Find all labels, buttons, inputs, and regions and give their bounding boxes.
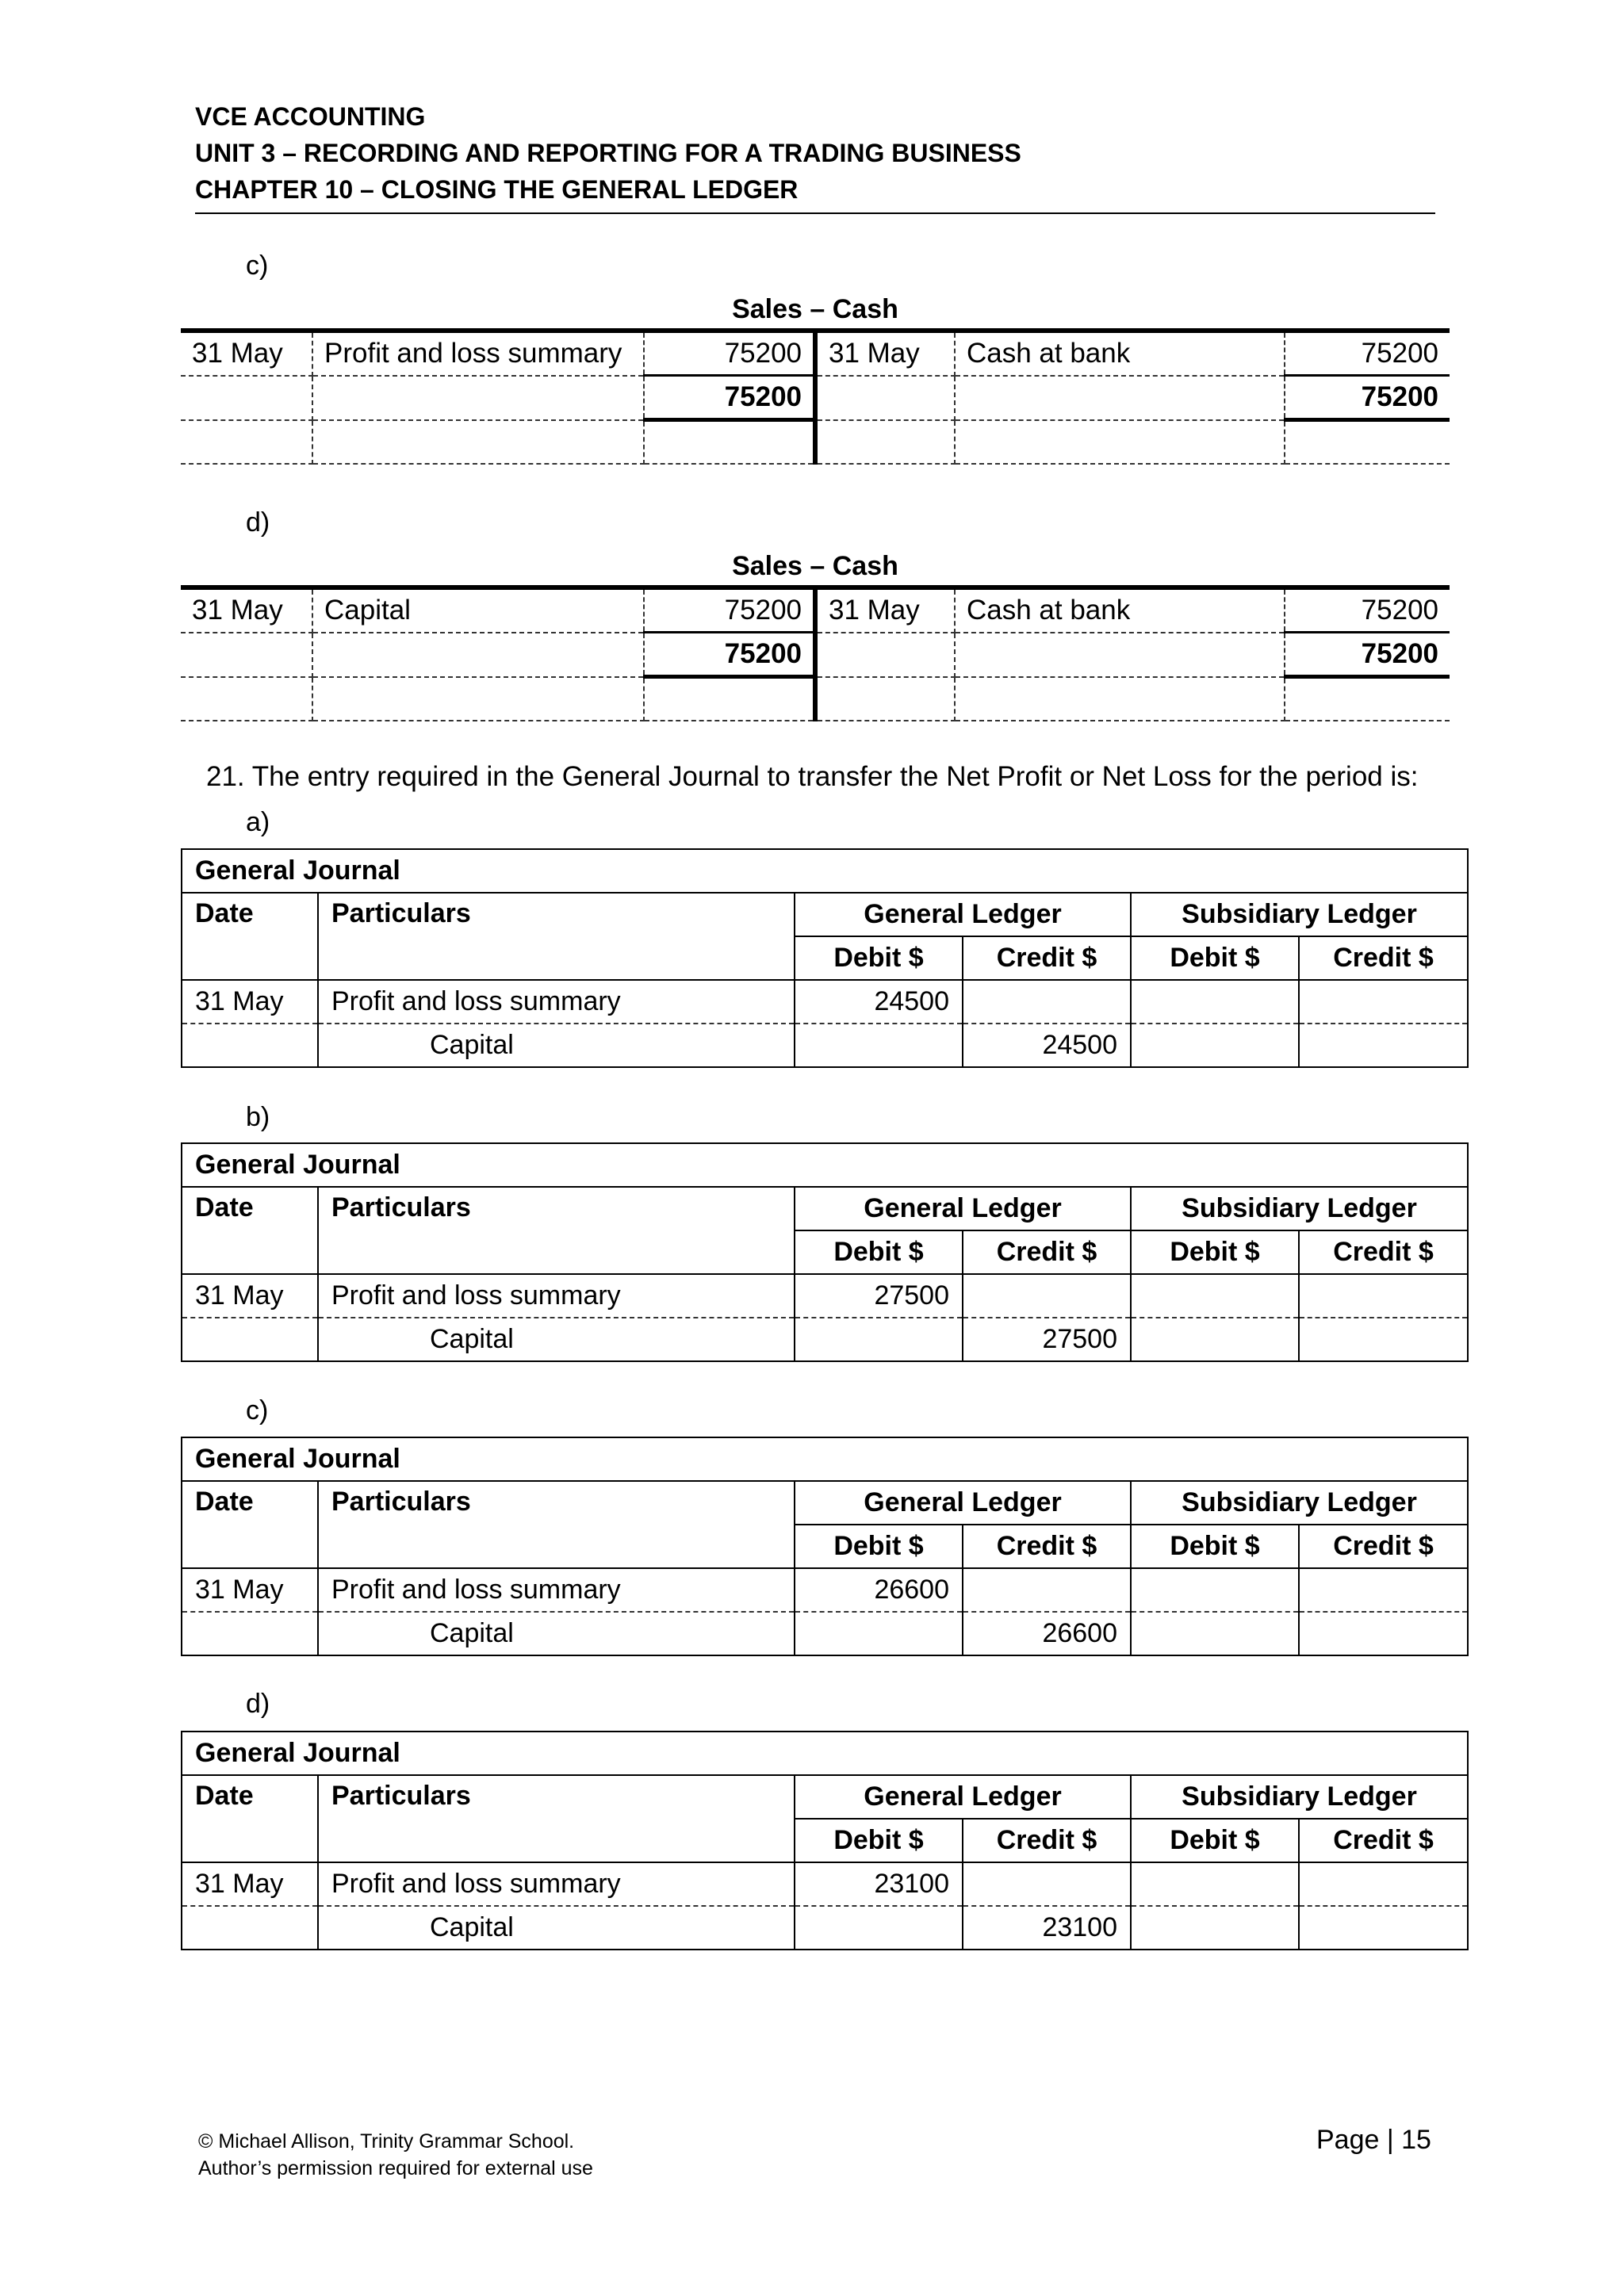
blank-cell bbox=[955, 420, 1285, 465]
journal-title-row bbox=[182, 849, 1468, 893]
header-line-2: UNIT 3 – RECORDING AND REPORTING FOR A TRADING BUSINESS bbox=[195, 139, 1021, 167]
general-journal-table bbox=[181, 1437, 1469, 1656]
blank-cell bbox=[1131, 1906, 1299, 1950]
credit-account: Capital bbox=[318, 1024, 795, 1067]
journal-debit-row bbox=[182, 1274, 1468, 1318]
subsidiary-ledger-header: Subsidiary Ledger bbox=[1131, 1187, 1468, 1230]
blank-cell bbox=[955, 677, 1285, 721]
left-particulars: Capital bbox=[312, 587, 644, 633]
blank-cell bbox=[1299, 1612, 1468, 1655]
subsidiary-ledger-header: Subsidiary Ledger bbox=[1131, 1481, 1468, 1525]
blank-cell bbox=[1299, 1318, 1468, 1361]
journal-debit-row bbox=[182, 1862, 1468, 1906]
journal-header-row bbox=[182, 1481, 1468, 1525]
document-header bbox=[195, 98, 1435, 214]
blank-cell bbox=[312, 677, 644, 721]
blank-cell bbox=[1131, 1024, 1299, 1067]
blank-cell bbox=[181, 420, 312, 465]
gl-debit-amount: 27500 bbox=[795, 1274, 963, 1318]
t-account bbox=[181, 547, 1450, 721]
left-amount: 75200 bbox=[644, 587, 815, 633]
entry-date: 31 May bbox=[182, 1568, 318, 1612]
blank-cell bbox=[1299, 1274, 1468, 1318]
blank-cell bbox=[182, 1612, 318, 1655]
t-account-row bbox=[181, 331, 1450, 376]
debit-account: Profit and loss summary bbox=[318, 980, 795, 1024]
left-total: 75200 bbox=[644, 376, 815, 420]
sl-credit-header: Credit $ bbox=[1299, 936, 1468, 980]
right-total: 75200 bbox=[1285, 633, 1450, 677]
credit-account: Capital bbox=[318, 1612, 795, 1655]
blank-cell bbox=[815, 376, 955, 420]
right-amount: 75200 bbox=[1285, 331, 1450, 376]
sl-debit-header: Debit $ bbox=[1131, 1525, 1299, 1568]
question-text: 21. The entry required in the General Journal to transfer the Net Profit or Net Loss for the period is: bbox=[206, 761, 1419, 792]
footer-copyright bbox=[198, 2128, 593, 2182]
blank-cell bbox=[1131, 1318, 1299, 1361]
general-ledger-header: General Ledger bbox=[795, 1187, 1131, 1230]
blank-cell bbox=[1299, 1862, 1468, 1906]
gl-credit-header: Credit $ bbox=[963, 1230, 1131, 1274]
header-line-1: VCE ACCOUNTING bbox=[195, 102, 426, 131]
blank-cell bbox=[963, 1862, 1131, 1906]
general-journal-table bbox=[181, 1731, 1469, 1950]
credit-account: Capital bbox=[318, 1318, 795, 1361]
t-account-title: Sales – Cash bbox=[732, 551, 898, 581]
gl-credit-header: Credit $ bbox=[963, 1525, 1131, 1568]
entry-date: 31 May bbox=[182, 980, 318, 1024]
journal-credit-row bbox=[182, 1318, 1468, 1361]
debit-account: Profit and loss summary bbox=[318, 1862, 795, 1906]
header-line-3: CHAPTER 10 – CLOSING THE GENERAL LEDGER bbox=[195, 175, 799, 204]
permission-text: Author’s permission required for external use bbox=[198, 2157, 593, 2179]
t-account-row bbox=[181, 420, 1450, 465]
blank-cell bbox=[815, 420, 955, 465]
gl-debit-header: Debit $ bbox=[795, 1230, 963, 1274]
blank-cell bbox=[795, 1906, 963, 1950]
blank-cell bbox=[795, 1612, 963, 1655]
sl-credit-header: Credit $ bbox=[1299, 1230, 1468, 1274]
blank-cell bbox=[312, 420, 644, 465]
blank-cell bbox=[1299, 980, 1468, 1024]
blank-cell bbox=[1131, 1274, 1299, 1318]
gl-debit-amount: 23100 bbox=[795, 1862, 963, 1906]
particulars-header: Particulars bbox=[318, 1775, 795, 1862]
subsidiary-ledger-header: Subsidiary Ledger bbox=[1131, 1775, 1468, 1819]
sl-debit-header: Debit $ bbox=[1131, 1230, 1299, 1274]
gl-credit-amount: 26600 bbox=[963, 1612, 1131, 1655]
right-date: 31 May bbox=[815, 331, 955, 376]
blank-cell bbox=[1131, 1612, 1299, 1655]
left-amount: 75200 bbox=[644, 331, 815, 376]
journal-credit-row bbox=[182, 1024, 1468, 1067]
blank-cell bbox=[312, 633, 644, 677]
date-header: Date bbox=[182, 1187, 318, 1274]
gl-debit-amount: 24500 bbox=[795, 980, 963, 1024]
blank-cell bbox=[1299, 1568, 1468, 1612]
journal-header-row bbox=[182, 893, 1468, 936]
blank-cell bbox=[815, 633, 955, 677]
t-account bbox=[181, 290, 1450, 465]
blank-cell bbox=[181, 376, 312, 420]
date-header: Date bbox=[182, 1481, 318, 1568]
blank-cell bbox=[963, 980, 1131, 1024]
credit-account: Capital bbox=[318, 1906, 795, 1950]
left-total: 75200 bbox=[644, 633, 815, 677]
right-amount: 75200 bbox=[1285, 587, 1450, 633]
general-ledger-header: General Ledger bbox=[795, 1481, 1131, 1525]
blank-cell bbox=[1285, 420, 1450, 465]
blank-cell bbox=[181, 677, 312, 721]
gl-credit-header: Credit $ bbox=[963, 936, 1131, 980]
left-particulars: Profit and loss summary bbox=[312, 331, 644, 376]
blank-cell bbox=[1285, 677, 1450, 721]
debit-account: Profit and loss summary bbox=[318, 1568, 795, 1612]
journal-header-row bbox=[182, 1775, 1468, 1819]
gl-credit-amount: 27500 bbox=[963, 1318, 1131, 1361]
journal-credit-row bbox=[182, 1612, 1468, 1655]
blank-cell bbox=[795, 1318, 963, 1361]
journal-debit-row bbox=[182, 980, 1468, 1024]
left-date: 31 May bbox=[181, 587, 312, 633]
t-account-row bbox=[181, 677, 1450, 721]
journal-debit-row bbox=[182, 1568, 1468, 1612]
blank-cell bbox=[644, 420, 815, 465]
blank-cell bbox=[1131, 1862, 1299, 1906]
general-journal-table bbox=[181, 848, 1469, 1068]
journal-title-row bbox=[182, 1437, 1468, 1481]
blank-cell bbox=[181, 633, 312, 677]
gl-debit-header: Debit $ bbox=[795, 1819, 963, 1862]
blank-cell bbox=[1299, 1906, 1468, 1950]
subsidiary-ledger-header: Subsidiary Ledger bbox=[1131, 893, 1468, 936]
blank-cell bbox=[955, 633, 1285, 677]
left-date: 31 May bbox=[181, 331, 312, 376]
gl-debit-amount: 26600 bbox=[795, 1568, 963, 1612]
page-number: Page | 15 bbox=[1316, 2125, 1431, 2155]
gl-debit-header: Debit $ bbox=[795, 936, 963, 980]
t-account-table bbox=[181, 585, 1450, 721]
blank-cell bbox=[795, 1024, 963, 1067]
right-date: 31 May bbox=[815, 587, 955, 633]
blank-cell bbox=[1131, 980, 1299, 1024]
right-particulars: Cash at bank bbox=[955, 587, 1285, 633]
journal-title: General Journal bbox=[182, 849, 1468, 893]
part-label: b) bbox=[246, 1102, 270, 1132]
blank-cell bbox=[1299, 1024, 1468, 1067]
t-account-table bbox=[181, 328, 1450, 465]
t-account-title: Sales – Cash bbox=[732, 294, 898, 324]
blank-cell bbox=[1131, 1568, 1299, 1612]
blank-cell bbox=[182, 1024, 318, 1067]
date-header: Date bbox=[182, 1775, 318, 1862]
blank-cell bbox=[963, 1274, 1131, 1318]
blank-cell bbox=[182, 1318, 318, 1361]
t-account-row bbox=[181, 587, 1450, 633]
blank-cell bbox=[815, 677, 955, 721]
debit-account: Profit and loss summary bbox=[318, 1274, 795, 1318]
journal-credit-row bbox=[182, 1906, 1468, 1950]
part-label: a) bbox=[246, 807, 270, 837]
blank-cell bbox=[963, 1568, 1131, 1612]
sl-debit-header: Debit $ bbox=[1131, 1819, 1299, 1862]
right-total: 75200 bbox=[1285, 376, 1450, 420]
blank-cell bbox=[182, 1906, 318, 1950]
journal-title: General Journal bbox=[182, 1732, 1468, 1775]
part-label: c) bbox=[246, 251, 269, 281]
date-header: Date bbox=[182, 893, 318, 980]
general-ledger-header: General Ledger bbox=[795, 1775, 1131, 1819]
sl-credit-header: Credit $ bbox=[1299, 1525, 1468, 1568]
particulars-header: Particulars bbox=[318, 1481, 795, 1568]
entry-date: 31 May bbox=[182, 1274, 318, 1318]
journal-header-row bbox=[182, 1187, 1468, 1230]
part-label: d) bbox=[246, 507, 270, 538]
part-label: d) bbox=[246, 1689, 270, 1719]
right-particulars: Cash at bank bbox=[955, 331, 1285, 376]
gl-credit-amount: 24500 bbox=[963, 1024, 1131, 1067]
blank-cell bbox=[955, 376, 1285, 420]
journal-title: General Journal bbox=[182, 1437, 1468, 1481]
t-account-total-row bbox=[181, 376, 1450, 420]
entry-date: 31 May bbox=[182, 1862, 318, 1906]
journal-title-row bbox=[182, 1732, 1468, 1775]
part-label: c) bbox=[246, 1395, 269, 1425]
blank-cell bbox=[644, 677, 815, 721]
blank-cell bbox=[312, 376, 644, 420]
t-account-total-row bbox=[181, 633, 1450, 677]
particulars-header: Particulars bbox=[318, 1187, 795, 1274]
copyright-text: © Michael Allison, Trinity Grammar School. bbox=[198, 2130, 575, 2152]
general-journal-table bbox=[181, 1142, 1469, 1362]
gl-debit-header: Debit $ bbox=[795, 1525, 963, 1568]
journal-title-row bbox=[182, 1143, 1468, 1187]
gl-credit-header: Credit $ bbox=[963, 1819, 1131, 1862]
sl-debit-header: Debit $ bbox=[1131, 936, 1299, 980]
journal-title: General Journal bbox=[182, 1143, 1468, 1187]
gl-credit-amount: 23100 bbox=[963, 1906, 1131, 1950]
general-ledger-header: General Ledger bbox=[795, 893, 1131, 936]
particulars-header: Particulars bbox=[318, 893, 795, 980]
sl-credit-header: Credit $ bbox=[1299, 1819, 1468, 1862]
